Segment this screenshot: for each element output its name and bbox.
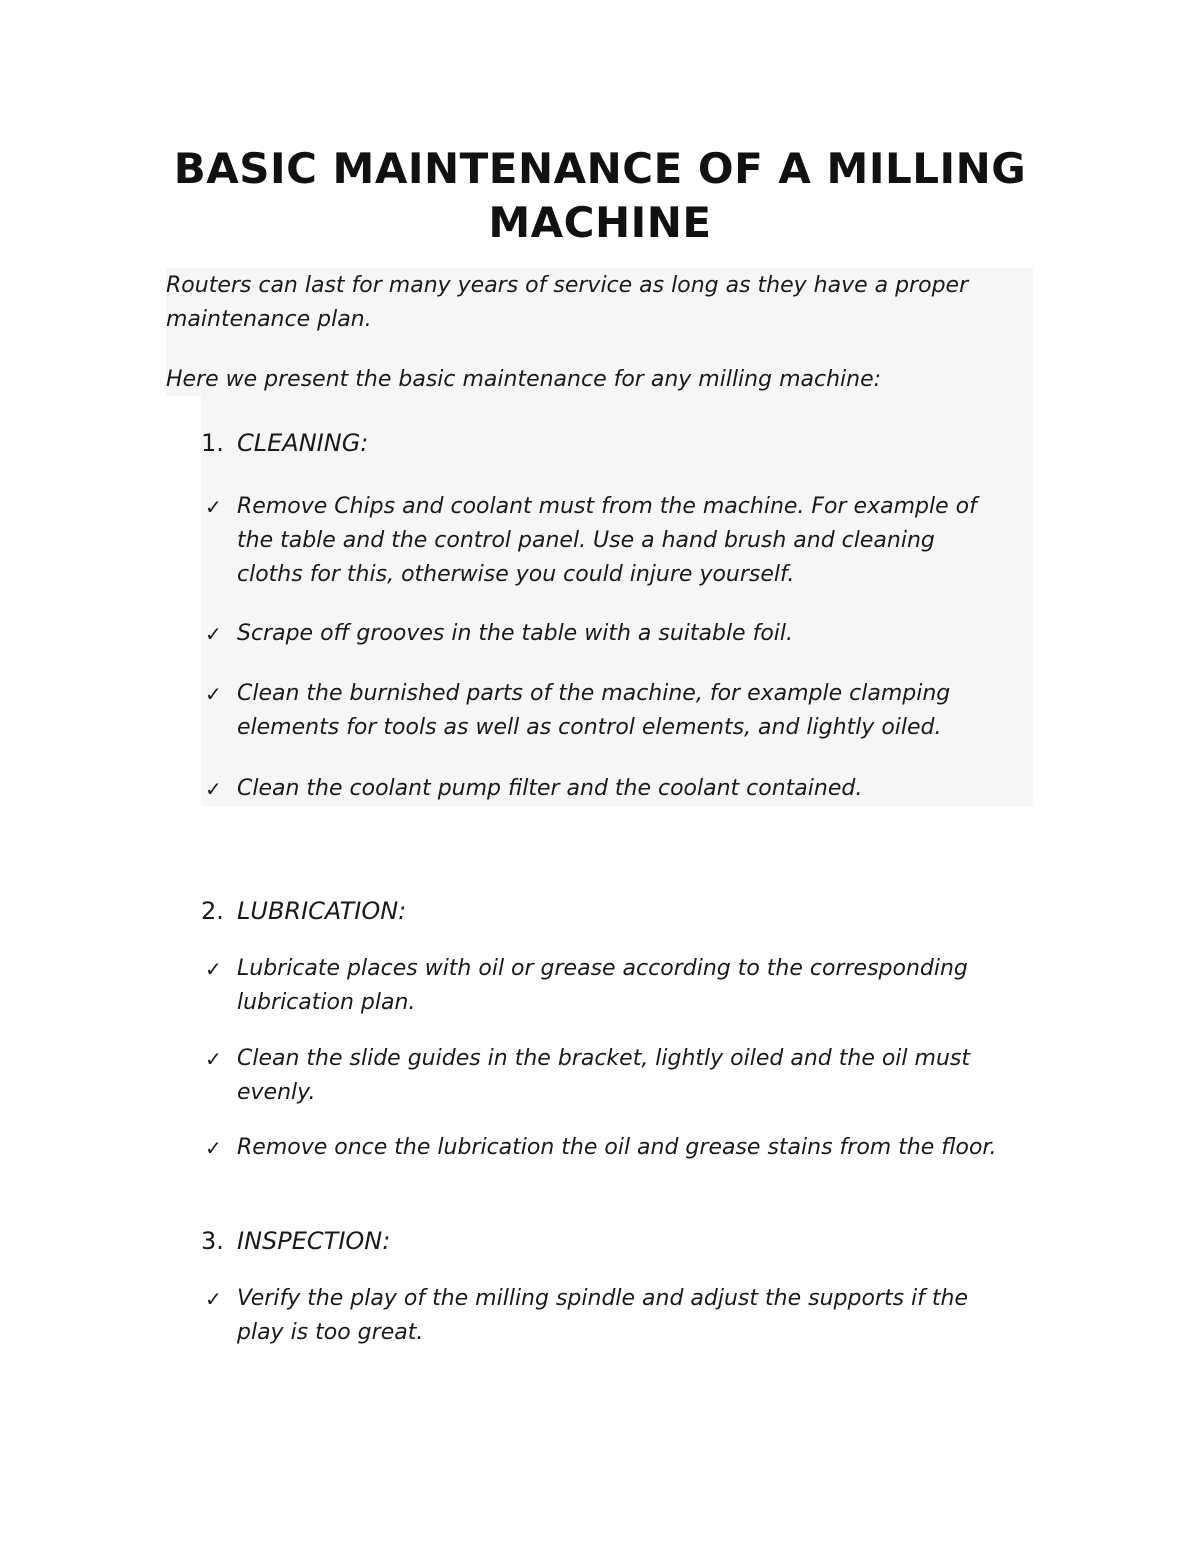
section-title: INSPECTION: <box>237 1227 391 1255</box>
list-item-text: Lubricate places with oil or grease according to the corresponding lubrication plan. <box>237 956 968 1015</box>
list-item-text: Scrape off grooves in the table with a suitable foil. <box>237 621 794 646</box>
section-title: LUBRICATION: <box>237 897 407 925</box>
checkmark-icon: ✓ <box>205 1136 222 1160</box>
checkmark-icon: ✓ <box>205 957 222 981</box>
section-heading-inspection <box>201 1224 390 1258</box>
list-item-text: Clean the burnished parts of the machine, for example clamping elements for tools as well as control elements, and lightly oiled. <box>237 681 951 740</box>
list-item-text: Verify the play of the milling spindle and adjust the supports if the play is too great. <box>237 1286 968 1345</box>
list-item-text: Remove Chips and coolant must from the machine. For example of the table and the control panel. Use a hand brush and cleaning cloths for this, otherwise you could injure yourself. <box>237 494 977 587</box>
list-item <box>205 490 1005 592</box>
section-number: 2. <box>201 897 224 925</box>
checkmark-icon: ✓ <box>205 1287 222 1311</box>
list-item <box>205 617 1005 651</box>
list-item-text: Remove once the lubrication the oil and grease stains from the floor. <box>237 1135 997 1160</box>
title-line-1: BASIC MAINTENANCE OF A MILLING <box>173 144 1027 193</box>
list-item-text: Clean the coolant pump filter and the coolant contained. <box>237 776 863 801</box>
list-item <box>205 1282 1005 1350</box>
section-number: 3. <box>201 1227 224 1255</box>
checkmark-icon: ✓ <box>205 1047 222 1071</box>
checkmark-icon: ✓ <box>205 495 222 519</box>
list-item <box>205 677 1005 745</box>
section-title: CLEANING: <box>237 429 369 457</box>
page-title <box>0 142 1200 250</box>
checkmark-icon: ✓ <box>205 777 222 801</box>
list-item-text: Clean the slide guides in the bracket, lightly oiled and the oil must evenly. <box>237 1046 970 1105</box>
intro-paragraph: Routers can last for many years of service as long as they have a proper maintenance plan. <box>166 273 969 332</box>
list-item <box>205 952 1005 1020</box>
section-heading-lubrication <box>201 894 406 928</box>
checkmark-icon: ✓ <box>205 622 222 646</box>
present-paragraph: Here we present the basic maintenance for any milling machine: <box>166 367 882 392</box>
title-line-2: MACHINE <box>488 198 712 247</box>
section-number: 1. <box>201 429 224 457</box>
list-item <box>205 1042 1005 1110</box>
section-heading-cleaning <box>201 426 368 460</box>
list-item <box>205 1131 1005 1165</box>
list-item <box>205 772 1005 806</box>
checkmark-icon: ✓ <box>205 682 222 706</box>
